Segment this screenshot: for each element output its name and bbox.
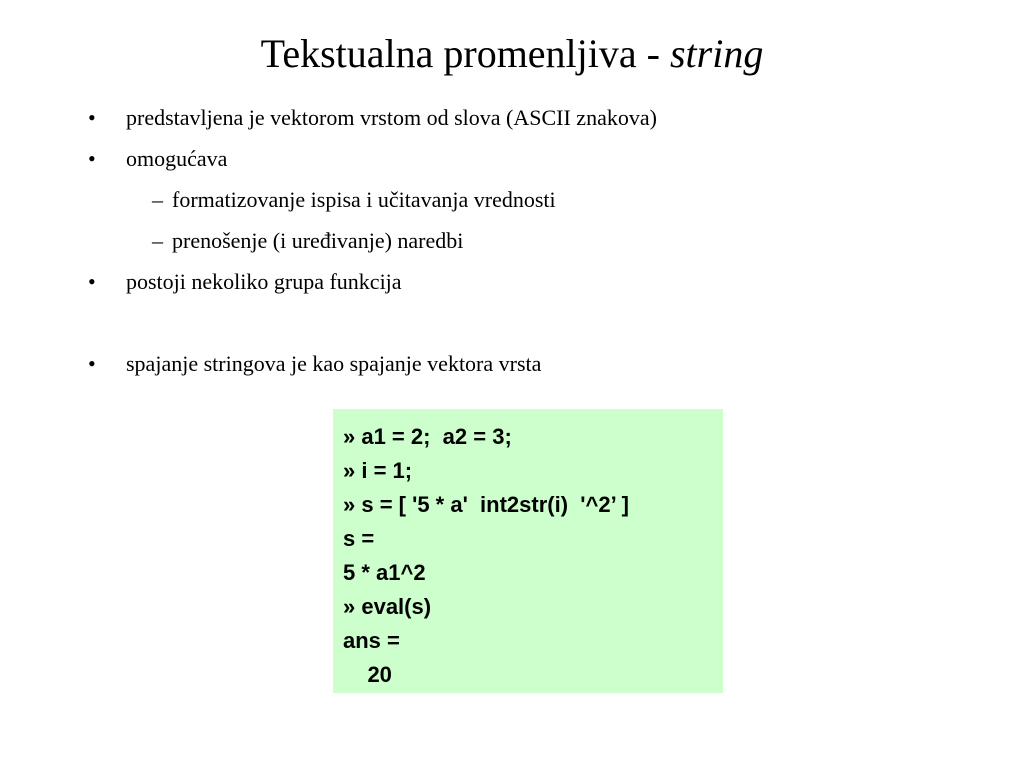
sub-bullet-text: prenošenje (i uređivanje) naredbi	[172, 228, 464, 253]
code-line: » s = [ '5 * a' int2str(i) '^2’ ]	[343, 492, 629, 517]
code-line: s =	[343, 526, 375, 551]
code-line: » a1 = 2; a2 = 3;	[343, 424, 512, 449]
bullet-text: spajanje stringova je kao spajanje vektora vrsta	[126, 351, 542, 376]
code-line: » i = 1;	[343, 458, 413, 483]
bullet-text: postoji nekoliko grupa funkcija	[126, 269, 402, 294]
code-line: » eval(s)	[343, 594, 432, 619]
sub-bullet-marker: –	[152, 187, 163, 212]
bullet-text: omogućava	[126, 146, 228, 171]
sub-bullet-marker: –	[152, 228, 163, 253]
bullet-marker: •	[88, 105, 96, 130]
bullet-marker: •	[88, 351, 96, 376]
slide-title-italic: string	[669, 31, 764, 76]
code-line: 5 * a1^2	[343, 560, 426, 585]
bullet-marker: •	[88, 269, 96, 294]
code-line: ans =	[343, 628, 400, 653]
code-example-box	[333, 409, 723, 693]
sub-bullet-text: formatizovanje ispisa i učitavanja vrednosti	[172, 187, 556, 212]
bullet-marker: •	[88, 146, 96, 171]
bullet-text: predstavljena je vektorom vrstom od slova (ASCII znakova)	[126, 105, 657, 130]
code-line: 20	[343, 662, 392, 687]
slide-title-main: Tekstualna promenljiva -	[260, 31, 670, 76]
